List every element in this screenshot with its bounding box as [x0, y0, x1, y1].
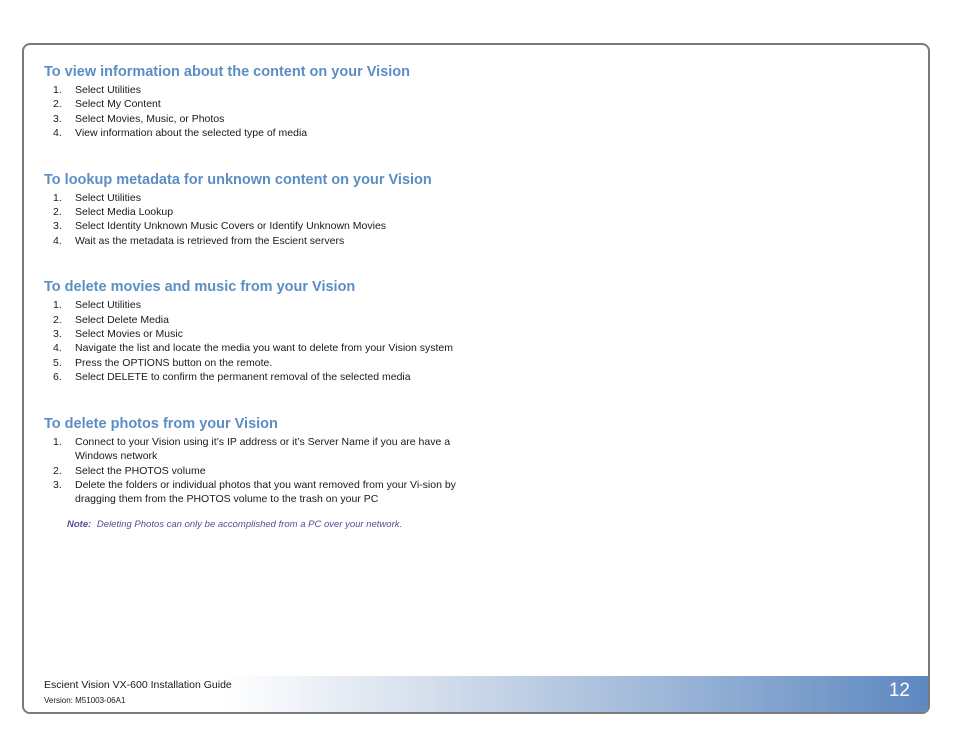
list-item [44, 327, 484, 341]
section-lookup-metadata [44, 171, 484, 249]
step-number: 1. [53, 435, 62, 448]
step-text: Wait as the metadata is retrieved from the Escient servers [75, 234, 345, 247]
step-number: 2. [53, 98, 62, 111]
step-text: Select Delete Media [75, 313, 169, 326]
step-number: 4. [53, 342, 62, 355]
step-number: 3. [53, 478, 62, 491]
step-number: 3. [53, 220, 62, 233]
list-item [44, 435, 484, 464]
page-frame [22, 43, 930, 714]
list-item [44, 478, 484, 507]
step-number: 1. [53, 299, 62, 312]
section-heading: To delete photos from your Vision [44, 415, 278, 432]
footer-bar [24, 676, 928, 712]
step-text: Delete the folders or individual photos that you want removed from your Vi-sion by dragging them from the PHOTOS volume to the trash on your PC [75, 478, 456, 506]
step-number: 3. [53, 328, 62, 341]
step-number: 6. [53, 371, 62, 384]
note-text: Deleting Photos can only be accomplished from a PC over your network. [96, 518, 403, 530]
list-item [44, 191, 484, 205]
step-text: Select Media Lookup [75, 206, 174, 219]
steps-list [44, 435, 484, 507]
list-item [44, 464, 484, 478]
list-item [44, 313, 484, 327]
section-view-info [44, 63, 484, 141]
steps-list [44, 83, 484, 141]
list-item [44, 356, 484, 370]
page-content [44, 63, 484, 530]
section-delete-media [44, 278, 484, 384]
list-item [44, 97, 484, 111]
list-item [44, 370, 484, 384]
note [67, 519, 484, 530]
section-heading: To view information about the content on your Vision [44, 64, 410, 80]
list-item [44, 83, 484, 97]
step-text: Select Movies or Music [75, 328, 183, 341]
step-text: Select Utilities [75, 299, 141, 312]
step-text: Connect to your Vision using it’s IP address or it’s Server Name if you are have a Windows network [75, 435, 451, 463]
list-item [44, 112, 484, 126]
step-text: Navigate the list and locate the media you want to delete from your Vision system [75, 342, 454, 355]
section-heading: To lookup metadata for unknown content on your Vision [44, 171, 432, 188]
step-number: 3. [53, 112, 62, 125]
list-item [44, 234, 484, 248]
note-label: Note: [67, 518, 92, 530]
step-number: 1. [53, 191, 62, 204]
list-item [44, 205, 484, 219]
step-text: Select DELETE to confirm the permanent removal of the selected media [75, 371, 411, 384]
steps-list [44, 298, 484, 384]
step-number: 1. [53, 84, 62, 96]
step-number: 2. [53, 313, 62, 326]
page-number: 12 [888, 680, 910, 701]
list-item [44, 298, 484, 312]
section-heading: To delete movies and music from your Vision [44, 279, 356, 296]
step-number: 4. [53, 127, 62, 140]
step-text: View information about the selected type of media [75, 127, 308, 140]
step-text: Select the PHOTOS volume [75, 464, 206, 477]
step-number: 2. [53, 464, 62, 477]
step-number: 5. [53, 356, 62, 369]
step-text: Select Movies, Music, or Photos [75, 112, 225, 125]
list-item [44, 219, 484, 233]
step-number: 2. [53, 206, 62, 219]
step-text: Select Identity Unknown Music Covers or Identify Unknown Movies [75, 220, 387, 233]
step-text: Select Utilities [75, 191, 141, 204]
section-delete-photos [44, 415, 484, 507]
step-number: 4. [53, 234, 62, 247]
footer-title: Escient Vision VX-600 Installation Guide [44, 679, 232, 691]
list-item [44, 341, 484, 355]
footer-version: Version: M51003-06A1 [44, 696, 126, 705]
list-item [44, 126, 484, 140]
steps-list [44, 191, 484, 249]
step-text: Select My Content [75, 98, 161, 111]
step-text: Press the OPTIONS button on the remote. [75, 356, 273, 369]
step-text: Select Utilities [75, 84, 141, 96]
